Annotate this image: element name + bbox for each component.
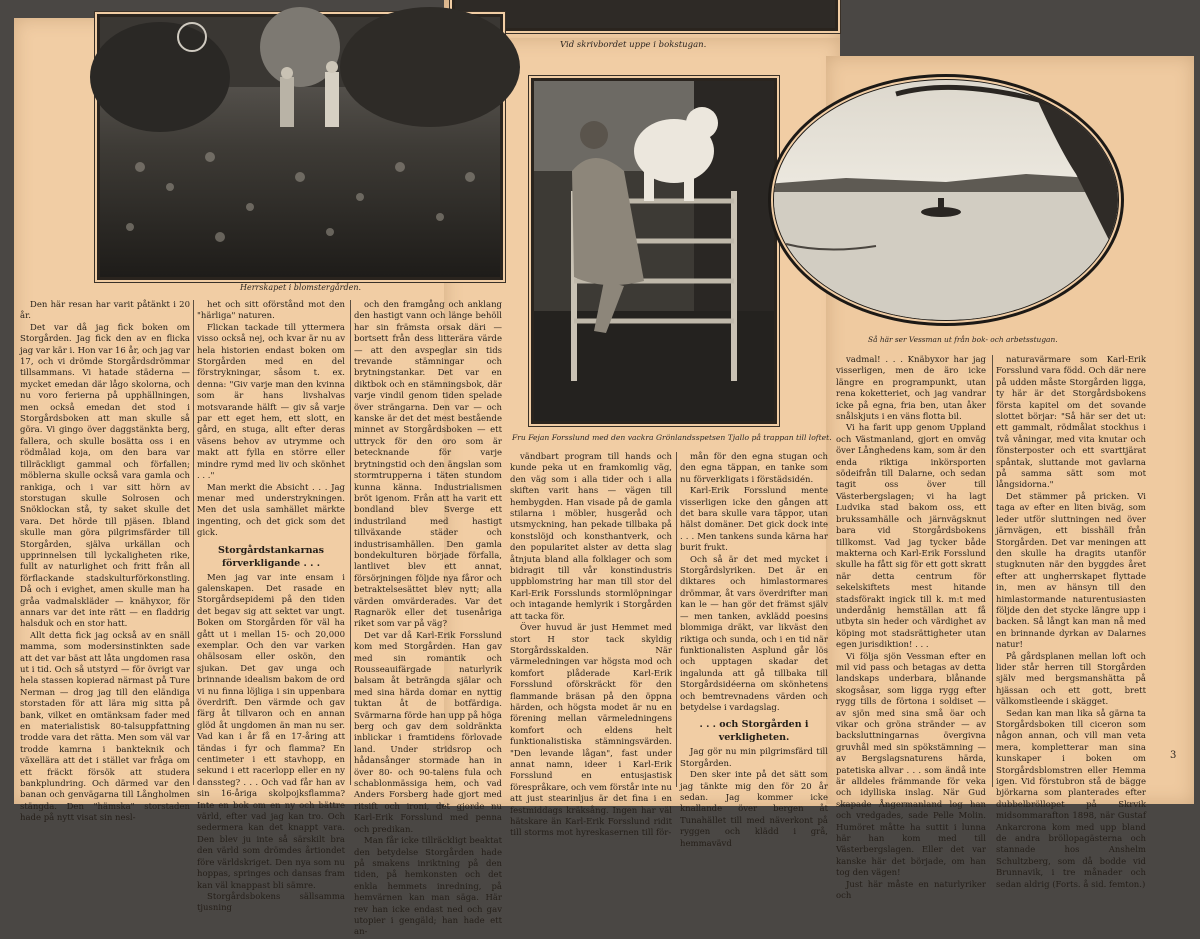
section-heading: Storgårdstankarnas förverkligande . . . — [218, 544, 324, 569]
article-paragraph: het och sitt oförstånd mot den "härliga" naturen. — [197, 300, 345, 322]
article-paragraph: Men jag var inte ensam i galenskapen. Det rasade en Storgårdsepidemi på den tiden det begav sig att sektet var ungt. Boken om Storgården för väl ha gått ut i mellan 15- och 20,000 exemplar. Och den var varken ohälsosam eller oskön, den sjukan. Det gav unga och brinnande idealism bakom de ord vi nu finna löjliga i sin uppenbara överdrift. Den värmde och gav färg åt tillvaron och en annan glöd åt ungdomen än man nu ser. Vad kan i år få en 17-åring att tändas i fyr och flamma? En centimeter i ett stavhopp, en sekund i ett racerlopp eller en ny danssteg? . . . Och vad får han av sin 16-åriga skolpojksflamma? Inte en bok om en ny och bättre värld, efter vad jag kan tro. Och sedermera kan det knappt vara. Den blev ju inte så särskilt bra den värld som drömdes årtiondet före världskriget. Den nya som nu hoppas, springes och dansas fram kan väl knappast bli sämre. — [197, 572, 345, 891]
article-paragraph: Vi ha farit upp genom Uppland och Västmanland, gjort en omväg över Långhedens kam, som är den enda riktiga inkörsporten södeifrån till Dalarne, och sedan tagit oss över till Västerbergslagen; vi ha lagt Ludvika stad bakom oss, ett brukssamhälle och järnvägsknut bara vid Storgårdsbokens tillkomst. Vad jag tycker både makterna och Karl-Erik Forsslund skulle ha fått sig för ett gott skratt när detta centrum för sekelskiftets mest hitande stadsförakt ingick till k. m:t med underdånig hemställan att få utbyta sin heder och värdighet av köping mot stadsrättigheter utan egen jurisdiktion! . . . — [836, 423, 986, 651]
article-paragraph: Det var då jag fick boken om Storgården. Jag fick den av en flicka jag var kär i. Hon var 16 år, och jag var 17, och vi drömde Storgårdsdrömmar tillsammans. Vi hatade städerna — mycket emedan där lågo skolorna, och nu voro ferierna på upphällningen, men också emedan det stod i Storgårdsboken att man skulle så göra. Vi gingo över daggstänkta berg, fallera, och skulle bosätta oss i en rödmålad koja, om den bara var tillräckligt gammal och förfallen; möblerna skulle också vara gamla och rankiga, och i var sitt hörn av storstugan skulle Solrosen och Snöklockan stå, ty saket skulle det vara. Det hörde till pjäsen. Ibland skulle man göra pilgrimsfärder till Storgården, själva urkällan och upprinnelsen till lyckaligheten rike, fullt av naturlighet och fritt från all förflackande stadskulturförkonstling. Då och i evighet, amen skulle man ha gråa vadmalskläder — knähyxor, för annars var det inte rätt — en fladdrig halsduk och en stor hatt. — [20, 322, 190, 630]
article-column-3 — [354, 300, 502, 938]
caption-herrskapet: Herrskapet i blomstergården. — [240, 283, 362, 292]
article-paragraph: Vi följa sjön Vessman efter en mil vid pass och betagas av detta landskaps underbara, blånande skogsåsar, som ligga rygg efter rygg tills de förtona i soldiset — av sjön med sina små öar och vikar och gröna stränder — av backsluttningarnas övergivna gruvhål med sin spökstämning — av Bergslagsnaturens härda, patetiska allvar . . . som ändå inte är alldeles främmande för veka och idylliska inslag. När Gud skapade Ångermanland log han och vredgades, sade Pelle Molin. Humöret måtte ha suttit i lunna här han kom med till Västerbergslagen. Eller det var kanske här det började, om han tog den vägen! — [836, 651, 986, 879]
article-paragraph: och den framgång och anklang den hastigt vann och länge behöll har sin främsta orsak däri — bortsett från dess litterära värde — att den avspeglar sin tids trevande stämningar och brytningstankar. Det var en diktbok och en stämningsbok, där varje vindil genom tiden spelade över strängarna. Den var — och kanske är det det mest bestående minnet av Storgårdsboken — ett uttryck för den oro som är betecknande för varje brytningstid och den ängslan som stormtrupperna i täten stundom kunna känna. Industrialismen bröt igenom. Från att ha varit ett bondland blev Sverge ett industriland med hastigt tillväxande städer och industrisamhällen. Den gamla bondekulturen började förfalla, lantlivet blev ett annat, försörjningen följde nya fåror och betraktelsesättet blev nytt; alla värden omvärderades. Var det Ragnarök eller det tusenåriga riket som var på väg? — [354, 300, 502, 630]
article-column-4 — [510, 452, 672, 839]
article-column-1 — [20, 300, 190, 824]
article-paragraph: Jag gör nu min pilgrimsfärd till Storgården. — [680, 747, 828, 769]
article-paragraph: Karl-Erik Forsslund mente visserligen icke den gången att det bara skulle vara täppor, utan hälst domäner. Det gick dock inte . . . Men tankens sunda kärna har burit frukt. — [680, 486, 828, 554]
article-column-5 — [680, 452, 828, 849]
page-number: 3 — [1170, 750, 1177, 761]
article-paragraph: På gårdsplanen mellan loft och lider står herren till Storgården själv med bergsmanshätta på hjässan och ett gott, brett välkomstleende i skägget. — [996, 651, 1146, 708]
article-paragraph: Över huvud är just Hemmet med stort H stor tack skyldig Storgårdsskalden. När värmeledningen var högsta mod och komfort plåderade Karl-Erik Forsslund oförskräckt för den flammande bräsan på den öppna härden, och högsta modet är nu en förening mellan värmeledningens komfort och eldens helt funktionalistiska stämningsvärden. "Den levande lågan", fast under annat namn, ideer i Karl-Erik Forsslund en entusjastisk förespråkare, och vem förstår inte nu att just stearinljus är det fina i en festmiddags kräksång. Ingen har väl hätskare än Karl-Erik Forsslund ridit till storms mot hyreskasernen till för- — [510, 623, 672, 839]
article-paragraph: Man merkt die Absicht . . . Jag menar med understrykningen. Men det usla samhället märkte ingenting, och det gick som det gick. — [197, 482, 345, 539]
article-paragraph: Den här resan har varit påtänkt i 20 år. — [20, 300, 190, 322]
article-paragraph: mån för den egna stugan och den egna täppan, en tanke som nu förverkligats i förstädsidén. — [680, 452, 828, 485]
article-paragraph: Sedan kan man lika så gärna ta Storgårdsboken till ciceron som någon annan, och vill man veta mera, kompletterar man sina kunskaper i boken om Storgårdsblomstren eller Hemma igen. Vid förstubron stå de bägge björkarna som planterades efter dubbelbröllopet på Skrvik midsommarafton 1898, när Gustaf Ankarcrona kom med upp bland de andra bröllopagästerna och stannade hos Anshelm Schultzberg, som då bodde vid Brunnavik, i tre månader och sedan aldrig (Forts. å sid. femton.) — [996, 708, 1146, 890]
column-rule — [992, 355, 993, 787]
column-rule — [676, 452, 677, 787]
column-rule — [193, 300, 194, 785]
article-column-7 — [996, 355, 1146, 890]
caption-fru-fejan: Fru Fejan Forsslund med den vackra Grönlandsspetsen Tjallo på trappan till loftet. — [512, 433, 832, 442]
article-paragraph: Storgårdsbokens sällsamma tjusning — [197, 891, 345, 914]
article-paragraph: vändbart program till hands och kunde peka ut en framkomlig väg, den väg som i alla tider och i alla skiften varit hans — vägen till hembygden. Han visade på de gamla stilarna i möbler, husgeråd och utsmyckning, han pekade tillbaka på konstslöjd och konsthantverk, och den popularitet alster av detta slag åtnjuta bland alla folklager och som bidragit till vår konstindustris uppblomstring har man till stor del Karl-Erik Forsslunds stormlöpningar och intagande hemlyrik i Storgården att tacka för. — [510, 452, 672, 622]
photo-fru-fejan — [531, 78, 777, 424]
article-paragraph: Det stämmer på pricken. Vi taga av efter en liten biväg, som leder utför sluttningen ned över järnvägen, ett bisshäll från Storgården. Det var meningen att den skulle ha dragits utanför stugknuten när den byggdes året efter att ungherrskapet flyttade in, men av hänsyn till den himlastormande naturentusiasten följde den det stycke längre upp i backen. Så långt kan man nå med en brinnande dyrkan av Dalarnes natur! — [996, 491, 1146, 651]
article-paragraph: Och så är det med mycket i Storgårdslyriken. Det är en diktares och himlastormares drömmar, åt vars överdrifter man kan le — han gör det främst själv — men tanken, avklädd poesins blommiga dräkt, var likväst den riktiga och sunda, och i en tid när funktionalisten Asplund går lös och upptagen skadar det ingalunda att gå tillbaka till Storgårdsidéerna om skönhetens och bemtrevnadens värden och betydelse i vardagslag. — [680, 554, 828, 713]
article-paragraph: vadmal! . . . Knäbyxor har jag visserligen, men de äro icke längre en programpunkt, utan rena koketteriet, och jag vandrar icke på egna, fria ben, utan åker snålskjuts i en väns flotta bil. — [836, 355, 986, 423]
article-paragraph: Det var då Karl-Erik Forsslund kom med Storgården. Han gav med sin romantik och Rousseauifärgade naturlyrik balsam åt beträngda själar och med sina härda domar en nyttig tuktan åt de botfärdiga. Svärmarna förde han upp på höga berg och gav dem soldränkta inblickar i framtidens förlovade land. Under stridsrop och hådansånger stormade han in över 80- och 90-talens fula och schablonmässiga hem, och vad Anders Forsberg hade gjort med ritsift och ironi, det gjorde nu Karl-Erik Forsslund med penna och predikan. — [354, 630, 502, 835]
photo-skrivbordet — [452, 0, 838, 31]
article-paragraph: Den sker inte på det sätt som jag tänkte mig den för 20 år sedan. Jag kommer icke knallande över bergen åt Tunahället till med näverkont på ryggen och klädd i grå, hemmavävd — [680, 770, 828, 849]
article-paragraph: Allt detta fick jag också av en snäll mamma, som modersinstinkten sade att det var bäst att låta ungdomen rasa ut i tid. Och så utstyrd — för övrigt var hela stassen kopierad närmast på Ture Nerman — drog jag till den eländiga storstaden för att lära mig sitta på bank, vilket en omtänksam fader med en materialistisk 80-talsuppfattning trodde vara det rätta. Men som väl var trodde kamrna i bankteknik och växellära att det i stället var fråga om ett fräckt försök att studera bankplundring. Och därmed var den banan och genvägarna till Långholmen stängda. Den "hämska" storstaden hade på nytt visat sin nesl- — [20, 630, 190, 824]
section-heading: . . . och Storgården i verkligheten. — [699, 719, 809, 744]
article-paragraph: Flickan tackade till yttermera visso också nej, och kvar är nu av hela historien endast boken om Storgården med en del förstrykningar, såsom t. ex. denna: "Giv varje man den kvinna som är hans livshalvas motsvarande hälft — giv så varje par ett eget hem, ett slott, en gård, en stuga, allt efter deras väsens behov av utrymme och makt att fylla en större eller mindre rymd med liv och skönhet . . ." — [197, 322, 345, 482]
article-paragraph: Just här måste en naturlyriker och — [836, 879, 986, 902]
caption-skrivbordet: Vid skrivbordet uppe i bokstugan. — [560, 40, 707, 50]
article-paragraph: Man får icke tillräckligt beaktat den betydelse Storgården hade på smakens inriktning på den tiden, på hemkonsten och det enkla hemmets inredning, på hemvärnen kan man säga. Här rev han icke endast ned och gav utopier i gengäld; han hade ett an- — [354, 836, 502, 938]
photo-vessman — [766, 74, 1126, 326]
article-paragraph: naturavärmare som Karl-Erik Forsslund vara född. Och där nere på udden måste Storgården ligga, ty här är det Storgårdsbokens första kapitel om det sovande slottet börjar: "Så här ser det ut: ett gammalt, rödmålat stockhus i två våningar, med vita knutar och fönsterposter och ett svarttjärat spåntak, sluttande mot gavlarna på samma sätt som mot långsidorna." — [996, 355, 1146, 491]
column-rule — [350, 300, 351, 785]
caption-vessman: Så här ser Vessman ut från bok- och arbetsstugan. — [868, 335, 1058, 344]
article-column-6 — [836, 355, 986, 902]
article-column-2 — [197, 300, 345, 914]
photo-herrskapet — [97, 14, 503, 280]
